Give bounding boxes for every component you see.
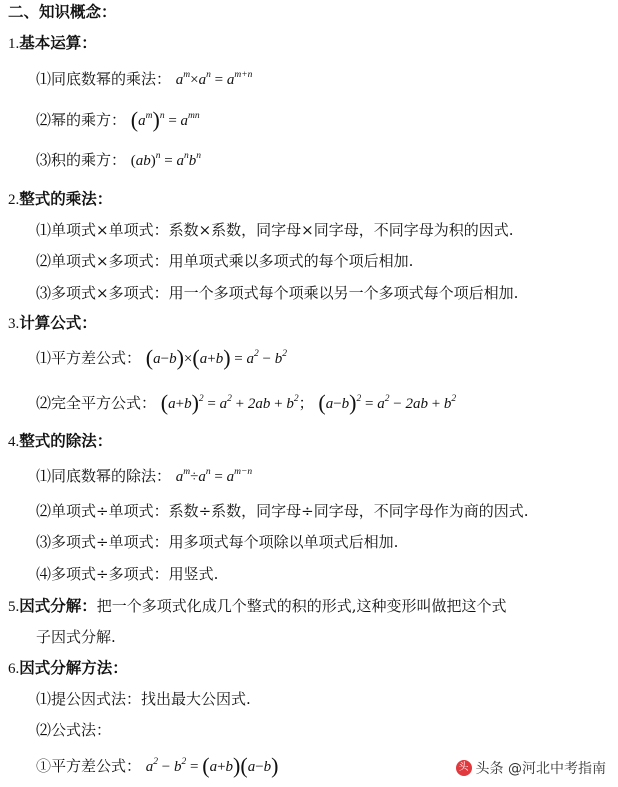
section-2-title: 整式的乘法： [19,189,113,208]
s4-item-1 [36,466,252,487]
s1-item-1-label: ⑴同底数幂的乘法： [36,70,172,88]
formula-difference-of-squares: $(a-b)\times(a+b) = a^2 - b^2$ [145,345,287,370]
formula-perfect-square-sum: $(a+b)^2 = a^2 + 2ab + b^2$ [160,390,299,415]
formula-power-quotient: $a^m\div a^n = a^{m-n}$ [175,467,253,485]
s2-item-3: ⑶多项式×多项式：用一个多项式每个项乘以另一个多项式每个项后相加. [36,284,519,302]
formula-power-product: $a^m\times a^n = a^{m+n}$ [175,70,253,88]
section-4-heading [8,431,112,452]
section-3-heading [8,313,97,334]
section-6-number: 6. [8,661,20,677]
section-1-number: 1. [8,36,20,52]
toutiao-logo-icon: 头 [456,760,472,776]
section-5-number: 5. [8,599,20,615]
s6-item-1: ⑴提公因式法：找出最大公因式. [36,690,251,708]
formula-perfect-square-difference: $(a-b)^2 = a^2 - 2ab + b^2$ [318,390,457,415]
s3-item-1 [36,345,287,370]
s4-item-3: ⑶多项式÷单项式：用多项式每个项除以单项式后相加. [36,533,399,551]
s1-item-3-label: ⑶积的乘方： [36,151,127,169]
s6-sub-1-label: ①平方差公式： [36,757,142,775]
section-6-heading [8,658,128,679]
section-3-title: 计算公式： [19,313,97,332]
section-4-title: 整式的除法： [19,431,113,450]
formula-factor-difference-of-squares: $a^2 - b^2 = (a+b)(a-b)$ [145,753,279,778]
s2-item-2: ⑵单项式×多项式：用单项式乘以多项式的每个项后相加. [36,252,414,270]
formula-power-of-product: $(ab)^n = a^nb^n$ [130,151,202,169]
s6-sub-1 [36,753,279,778]
section-4-number: 4. [8,434,20,450]
s1-item-2-label: ⑵幂的乘方： [36,111,127,129]
watermark [456,757,606,779]
s3-item-2-label: ⑵完全平方公式： [36,394,157,412]
s4-item-1-label: ⑴同底数幂的除法： [36,467,172,485]
watermark-text: 头条 @河北中考指南 [475,761,606,777]
s1-item-3 [36,150,201,171]
section-1-heading [8,33,97,54]
section-6-title: 因式分解方法： [19,658,128,677]
formula-power-of-power: $(a^m)^n = a^{mn}$ [130,107,200,132]
s6-item-2: ⑵公式法： [36,721,112,739]
section-2-heading [8,189,112,210]
section-title: 二、知识概念： [8,2,117,21]
section-5-heading [8,596,507,617]
s1-item-1 [36,69,252,90]
section-5-title: 因式分解： [19,596,97,615]
s4-item-4: ⑷多项式÷多项式：用竖式. [36,565,219,583]
s3-item-2: ⑵完全平方公式： $(a+b)^2 = a^2 + 2ab + b^2$； $(a-b)^2 = a^2 - 2ab + b^2$ [36,390,457,415]
s4-item-2: ⑵单项式÷单项式：系数÷系数，同字母÷同字母，不同字母作为商的因式. [36,502,529,520]
section-2-number: 2. [8,192,20,208]
s3-item-1-label: ⑴平方差公式： [36,349,142,367]
s2-item-1: ⑴单项式×单项式：系数×系数，同字母×同字母，不同字母为积的因式. [36,221,514,239]
section-5-text-1: 把一个多项式化成几个整式的积的形式,这种变形叫做把这个式 [96,597,507,615]
section-5-text-2: 子因式分解. [36,628,116,646]
section-1-title: 基本运算： [19,33,97,52]
s1-item-2 [36,107,200,132]
section-3-number: 3. [8,316,20,332]
